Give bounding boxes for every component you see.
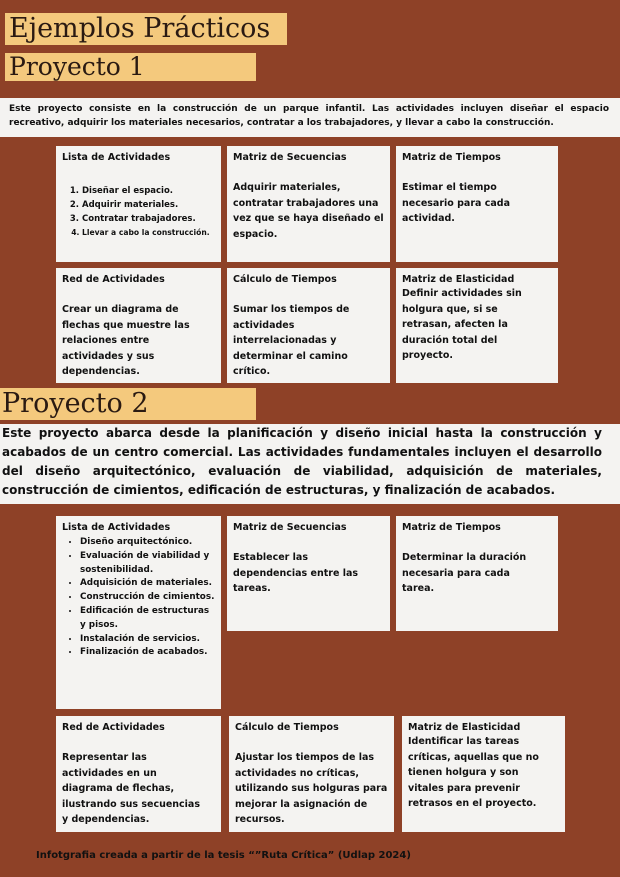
p1-sequence-card xyxy=(227,146,390,262)
card-title: Cálculo de Tiempos xyxy=(233,274,337,285)
card-body: Sumar los tiempos de actividades interrelacionadas y determinar el camino crítico. xyxy=(233,304,350,377)
card-title: Red de Actividades xyxy=(62,722,165,733)
p2-activities-card xyxy=(56,516,221,709)
list-item: 1. Diseñar el espacio. xyxy=(82,184,215,198)
list-item: 4. Llevar a cabo la construcción. xyxy=(82,226,215,240)
card-title: Matriz de Tiempos xyxy=(402,152,501,163)
card-title: Matriz de Elasticidad xyxy=(402,274,515,285)
list-item: • Adquisición de materiales. xyxy=(80,577,215,591)
p2-times-card xyxy=(396,516,558,631)
p1-activities-card xyxy=(56,146,221,262)
p1-times-card xyxy=(396,146,558,262)
p2-elasticity-card xyxy=(402,716,565,832)
p2-network-card xyxy=(56,716,221,832)
card-body: Adquirir materiales, contratar trabajadores una vez que se haya diseñado el espacio. xyxy=(233,182,384,240)
list-item: • Edificación de estructuras y pisos. xyxy=(80,605,215,633)
card-title: Cálculo de Tiempos xyxy=(235,722,339,733)
card-body: Ajustar los tiempos de las actividades no críticas, utilizando sus holguras para mejorar la asignación de recursos. xyxy=(235,752,388,825)
list-item: • Evaluación de viabilidad y sostenibilidad. xyxy=(80,550,215,578)
card-body: Identificar las tareas críticas, aquellas que no tienen holgura y son vitales para prevenir retrasos en el proyecto. xyxy=(408,736,539,809)
card-body: Estimar el tiempo necesario para cada actividad. xyxy=(402,182,510,224)
card-title: Matriz de Elasticidad xyxy=(408,722,521,733)
card-title: Lista de Actividades xyxy=(62,522,171,533)
project-2-title: Proyecto 2 xyxy=(0,388,256,420)
footer-credit: Infotgrafia creada a partir de la tesis “”Ruta Crítica” (Udlap 2024) xyxy=(36,850,411,861)
activity-list xyxy=(62,184,215,240)
card-title: Matriz de Tiempos xyxy=(402,522,501,533)
project-1-title: Proyecto 1 xyxy=(5,53,256,81)
p2-calc-card xyxy=(229,716,394,832)
card-title: Matriz de Secuencias xyxy=(233,522,347,533)
p1-calc-card xyxy=(227,268,390,383)
p1-elasticity-card xyxy=(396,268,558,383)
p2-sequence-card xyxy=(227,516,390,631)
list-item: 2. Adquirir materiales. xyxy=(82,198,215,212)
activity-list xyxy=(62,536,215,660)
project-1-description: Este proyecto consiste en la construcción de un parque infantil. Las actividades incluyen diseñar el espacio recreativo, adquirir los materiales necesarios, contratar a los trabajadores, y llevar a cabo la construcción. xyxy=(9,104,609,128)
card-body: Definir actividades sin holgura que, si se retrasan, afecten la duración total del proyecto. xyxy=(402,288,522,361)
card-title: Red de Actividades xyxy=(62,274,165,285)
list-item: • Instalación de servicios. xyxy=(80,633,215,647)
card-title: Lista de Actividades xyxy=(62,152,171,163)
card-body: Establecer las dependencias entre las tareas. xyxy=(233,552,359,594)
card-body: Determinar la duración necesaria para cada tarea. xyxy=(402,552,527,594)
card-body: Representar las actividades en un diagrama de flechas, ilustrando sus secuencias y dependencias. xyxy=(62,752,200,825)
p1-network-card xyxy=(56,268,221,383)
list-item: 3. Contratar trabajadores. xyxy=(82,212,215,226)
page-title: Ejemplos Prácticos xyxy=(5,13,287,45)
card-body: Crear un diagrama de flechas que muestre las relaciones entre actividades y sus dependencias. xyxy=(62,304,190,377)
list-item: • Finalización de acabados. xyxy=(80,646,215,660)
list-item: • Construcción de cimientos. xyxy=(80,591,215,605)
list-item: • Diseño arquitectónico. xyxy=(80,536,215,550)
card-title: Matriz de Secuencias xyxy=(233,152,347,163)
project-2-description: Este proyecto abarca desde la planificación y diseño inicial hasta la construcción y acabados de un centro comercial. Las actividades fundamentales incluyen el desarrollo del diseño arquitectónico, evaluación de viabilidad, adquisición de materiales, construcción de cimientos, edificación de estructuras, y finalización de acabados. xyxy=(2,426,602,497)
